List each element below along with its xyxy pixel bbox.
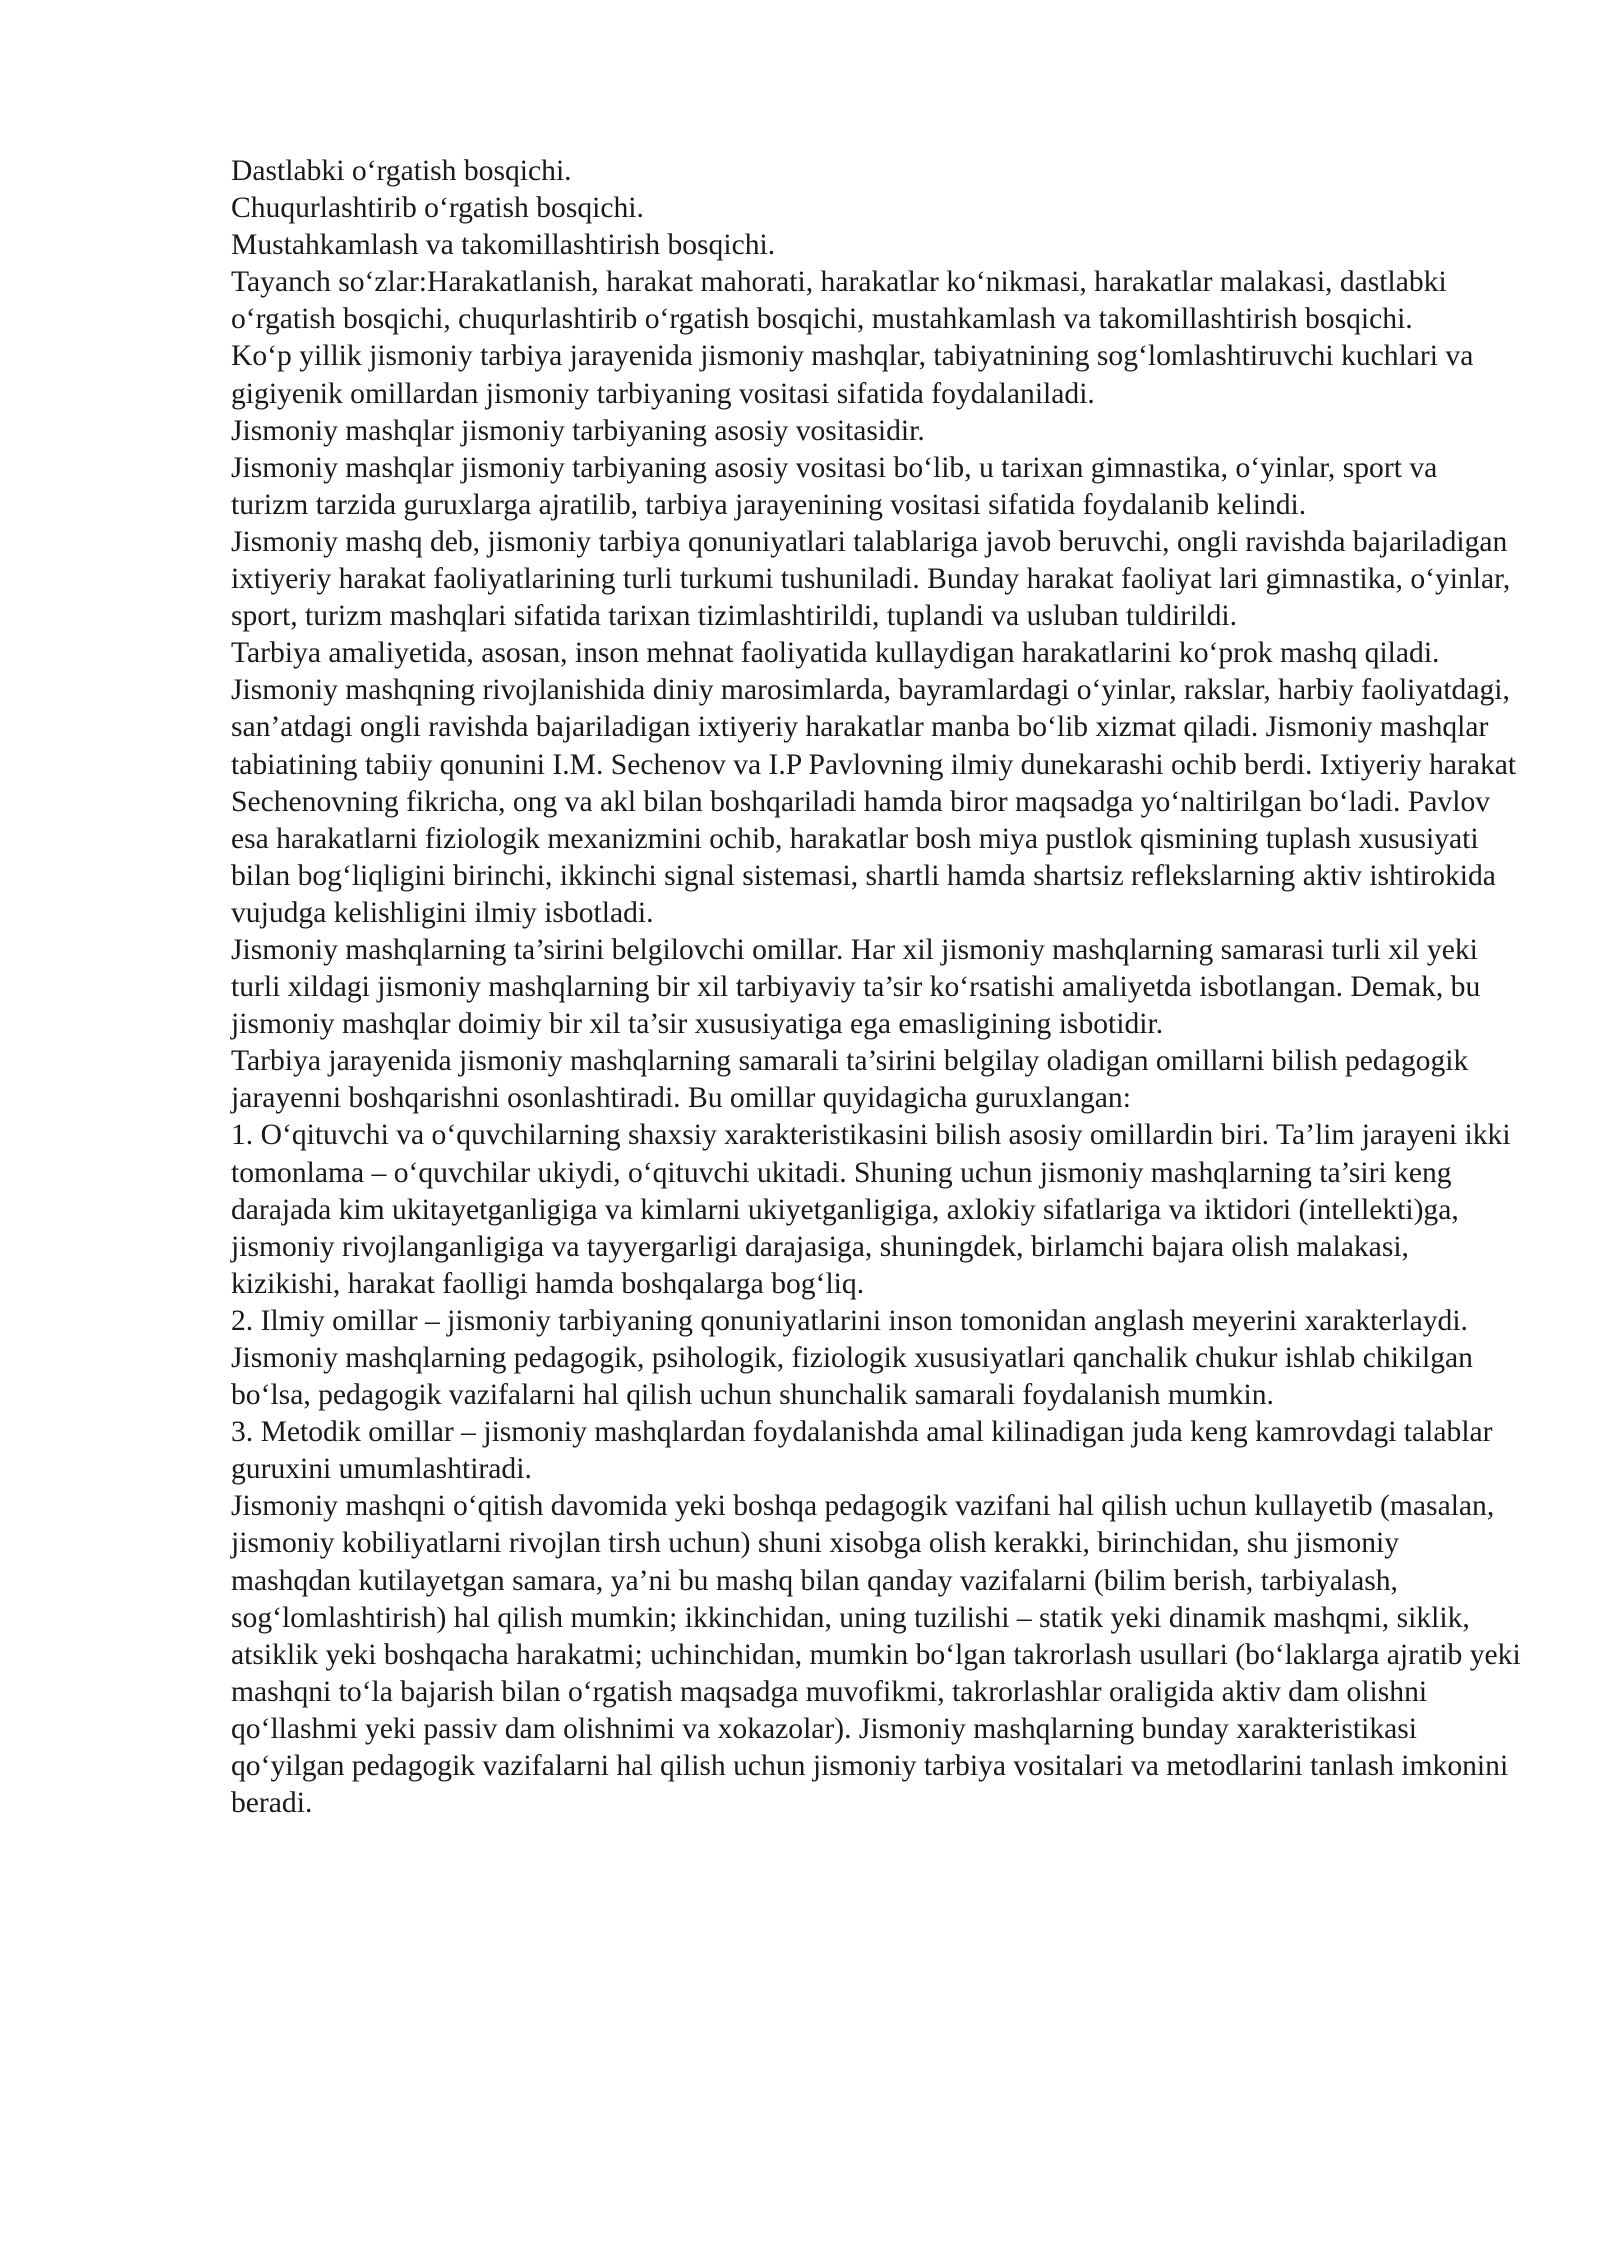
paragraph-text: Tarbiya jarayenida jismoniy mashqlarning samarali ta’sirini belgilay oladigan omillarni bilish pedagogik jarayenni boshqarishni osonlashtiradi. Bu omillar quyidagicha guruxlangan: — [231, 1045, 1469, 1115]
paragraph-stage-3: Mustahkamlash va takomillashtirish bosqichi. — [231, 229, 776, 262]
paragraph-text: Jismoniy mashq deb, jismoniy tarbiya qonuniyatlari talablariga javob beruvchi, ongli ravishda bajariladigan ixtiyeriy harakat faoliyatlarining turli turkumi tushuniladi. Bunday harakat faoliyat lari gimnastika, o‘yinlar, sport, turizm mashqlari sifatida tarixan tizimlashtirildi, tuplandi va usluban tuldirildi. — [231, 525, 1511, 633]
paragraph-text: Jismoniy mashqlar jismoniy tarbiyaning asosiy vositasi bo‘lib, u tarixan gimnastika, o‘yinlar, sport va turizm tarzida guruxlarga ajratilib, tarbiya jarayenining vositasi sifatida foydalanib kelindi. — [231, 451, 1438, 521]
paragraph-text: Jismoniy mashqlar jismoniy tarbiyaning asosiy vositasidir. — [231, 414, 925, 447]
paragraph-stage-2: Chuqurlashtirib o‘rgatish bosqichi. — [231, 192, 644, 225]
paragraph-text: Tarbiya amaliyetida, asosan, inson mehnat faoliyatida kullaydigan harakatlarini ko‘prok mashq qiladi. Jismoniy mashqning rivojlanishida diniy marosimlarda, bayramlardagi o‘yinlar, rakslar, harbiy faoliyatdagi, san’atdagi ongli ravishda bajariladigan ixtiyeriy harakatlar manba bo‘lib xizmat qiladi. Jismoniy mashqlar tabiatining tabiiy qonunini I.M. Sechenov va I.P Pavlovning ilmiy dunekarashi ochib berdi. Ixtiyeriy harakat Sechenovning fikricha, ong va akl bilan boshqariladi hamda biror maqsadga yo‘naltirilgan bo‘ladi. Pavlov esa harakatlarni fiziologik mexanizmini ochib, harakatlar bosh miya pustlok qismining tuplash xususiyati bilan bog‘liqligini birinchi, ikkinchi signal sistemasi, shartli hamda shartsiz reflekslarning aktiv ishtirokida vujudga kelishligini ilmiy isbotladi. — [231, 637, 1517, 929]
paragraph-text: Jismoniy mashqlarning ta’sirini belgilovchi omillar. Har xil jismoniy mashqlarning samarasi turli xil yeki turli xildagi jismoniy mashqlarning bir xil tarbiyaviy ta’sir ko‘rsatishi amaliyetda isbotlangan. Demak, bu jismoniy mashqlar doimiy bir xil ta’sir xususiyatiga ega emasligining isbotidir. — [231, 933, 1481, 1041]
paragraph-stage-1: Dastlabki o‘rgatish bosqichi. — [231, 155, 572, 187]
paragraph-list-item-2: 2. Ilmiy omillar – jismoniy tarbiyaning qonuniyatlarini inson tomonidan anglash meyerini xarakterlaydi. Jismoniy mashqlarning pedagogik, psihologik, fiziologik xususiyatlari qanchalik chukur ishlab chikilgan bo‘lsa, pedagogik vazifalarni hal qilish uchun shunchalik samarali foydalanish mumkin. — [231, 1304, 1473, 1412]
document-page — [231, 153, 1521, 1822]
paragraph-text: Jismoniy mashqni o‘qitish davomida yeki boshqa pedagogik vazifani hal qilish uchun kullayetib (masalan, jismoniy kobiliyatlarni rivojlan tirsh uchun) shuni xisobga olish kerakki, birinchidan, shu jismoniy mashqdan kutilayetgan samara, ya’ni bu mashq bilan qanday vazifalarni (bilim berish, tarbiyalash, sog‘lomlashtirish) hal qilish mumkin; ikkinchidan, uning tuzilishi – statik yeki dinamik mashqmi, siklik, atsiklik yeki boshqacha harakatmi; uchinchidan, mumkin bo‘lgan takrorlash usullari (bo‘laklarga ajratib yeki mashqni to‘la bajarish bilan o‘rgatish maqsadga muvofikmi, takrorlashlar oraligida aktiv dam olishni qo‘llashmi yeki passiv dam olishnimi va xokazolar). Jismoniy mashqlarning bunday xarakteristikasi qo‘yilgan pedagogik vazifalarni hal qilish uchun jismoniy tarbiya vositalari va metodlarini tanlash imkonini beradi. — [231, 1490, 1521, 1820]
paragraph-list-item-3: 3. Metodik omillar – jismoniy mashqlardan foydalanishda amal kilinadigan juda keng kamrovdagi talablar guruxini umumlashtiradi. — [231, 1416, 1493, 1486]
paragraph-text: Ko‘p yillik jismoniy tarbiya jarayenida jismoniy mashqlar, tabiyatnining sog‘lomlashtiruvchi kuchlari va gigiyenik omillardan jismoniy tarbiyaning vositasi sifatida foydalaniladi. — [231, 340, 1474, 410]
paragraph-keywords: Tayanch so‘zlar:Harakatlanish, harakat mahorati, harakatlar ko‘nikmasi, harakatlar malakasi, dastlabki o‘rgatish bosqichi, chuqurlashtirib o‘rgatish bosqichi, mustahkamlash va takomillashtirish bosqichi. — [231, 266, 1447, 336]
paragraph-list-item-1: 1. O‘qituvchi va o‘quvchilarning shaxsiy xarakteristikasini bilish asosiy omillardin biri. Ta’lim jarayeni ikki tomonlama – o‘quvchilar ukiydi, o‘qituvchi ukitadi. Shuning uchun jismoniy mashqlarning ta’siri keng darajada kim ukitayetganligiga va kimlarni ukiyetganligiga, axlokiy sifatlariga va iktidori (intellekti)ga, jismoniy rivojlanganligiga va tayyergarligi darajasiga, shuningdek, birlamchi bajara olish malakasi, kizikishi, harakat faolligi hamda boshqalarga bog‘liq. — [231, 1119, 1511, 1300]
